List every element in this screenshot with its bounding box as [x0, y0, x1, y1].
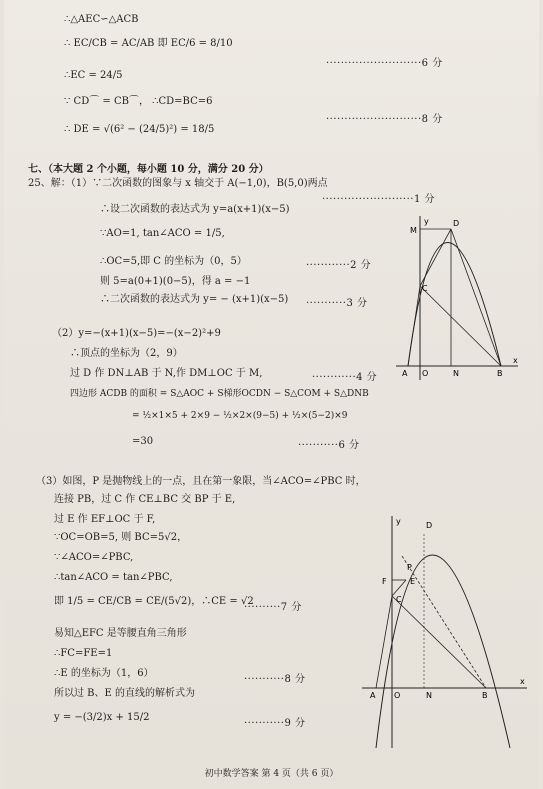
- axis-label: x: [520, 677, 525, 686]
- text-line: ∴ EC/CB = AC/AB 即 EC/6 = 8/10: [64, 38, 233, 49]
- text-line: 过 E 作 EF⊥OC 于 F,: [54, 514, 156, 525]
- point-label: M: [410, 226, 417, 235]
- score-mark: ··························8 分: [326, 114, 443, 125]
- score-mark: ··········7 分: [244, 602, 302, 613]
- section-heading: 七、（本大题 2 个小题，每小题 10 分，满分 20 分）: [28, 164, 269, 175]
- text-line: ∵AO=1, tan∠ACO = 1/5,: [100, 228, 225, 239]
- text-line: ∴ DE = √(6² − (24/5)²) = 18/5: [64, 124, 215, 135]
- text-line: ∵∠ACO=∠PBC,: [54, 552, 134, 563]
- score-mark: ·························1 分: [322, 194, 436, 205]
- text-line: ∴FC=FE=1: [54, 648, 113, 659]
- point-label: A: [402, 369, 408, 378]
- text-line: 连接 PB，过 C 作 CE⊥BC 交 BP 于 E,: [54, 494, 236, 505]
- page-footer: 初中数学答案 第 4 页（共 6 页）: [204, 769, 339, 779]
- text-line: 则 5=a(0+1)(0−5)，得 a = −1: [100, 276, 251, 287]
- text-line: ∴E 的坐标为（1，6）: [54, 668, 154, 679]
- text-line: 四边形 ACDB 的面积 = S△AOC + S梯形OCDN − S△COM + S△DNB: [70, 389, 369, 399]
- text-line: ∴设二次函数的表达式为 y=a(x+1)(x−5): [100, 204, 290, 215]
- text-line: ∴OC=5,即 C 的坐标为（0，5）: [100, 256, 247, 267]
- score-mark: ············4 分: [312, 372, 378, 383]
- text-line: ∴tan∠ACO = tan∠PBC,: [54, 572, 173, 583]
- score-mark: ··························6 分: [326, 58, 443, 69]
- score-mark: ············2 分: [306, 260, 372, 271]
- question-intro: 25、解：（1）∵二次函数的图象与 x 轴交于 A(−1,0)，B(5,0)两点: [28, 178, 328, 189]
- answer-sheet-page: [4, 0, 539, 789]
- text-line: =30: [132, 436, 154, 447]
- axis-label: x: [513, 356, 518, 365]
- text-line: （3）如图，P 是抛物线上的一点，且在第一象限，当∠ACO=∠PBC 时，: [36, 476, 366, 487]
- text-line: y = −(3/2)x + 15/2: [54, 712, 150, 723]
- point-label: B: [482, 691, 488, 700]
- text-line: 所以过 B、E 的直线的解析式为: [54, 688, 196, 699]
- text-line: ∴二次函数的表达式为 y= − (x+1)(x−5): [100, 294, 289, 305]
- score-mark: ···········9 分: [244, 718, 306, 729]
- text-line: （2）y=−(x+1)(x−5)=−(x−2)²+9: [52, 328, 221, 339]
- axis-label: y: [424, 217, 429, 226]
- point-label: O: [422, 369, 429, 378]
- parabola-figure-1: [396, 214, 520, 382]
- text-line: ∴顶点的坐标为（2，9）: [70, 348, 183, 359]
- text-line: = ½×1×5 + 2×9 − ½×2×(9−5) + ½×(5−2)×9: [132, 411, 348, 421]
- text-line: ∴EC = 24/5: [64, 70, 123, 81]
- point-label: C: [422, 284, 428, 293]
- text-line: ∵OC=OB=5, 则 BC=5√2，: [54, 532, 188, 543]
- point-label: P: [407, 563, 412, 572]
- point-label: E: [410, 577, 416, 586]
- point-label: D: [453, 219, 460, 228]
- point-label: N: [426, 691, 432, 700]
- point-label: O: [394, 691, 401, 700]
- text-line: 易知△EFC 是等腰直角三角形: [54, 628, 187, 639]
- text-line: 即 1/5 = CE/CB = CE/(5√2)，∴CE = √2: [54, 596, 254, 607]
- text-line: ∵ CD⌒ = CB⌒， ∴CD=BC=6: [64, 96, 213, 107]
- point-label: D: [426, 521, 433, 530]
- point-label: C: [396, 595, 402, 604]
- text-line: 过 D 作 DN⊥AB 于 N,作 DM⊥OC 于 M,: [70, 368, 263, 379]
- point-label: A: [370, 691, 376, 700]
- point-label: B: [497, 369, 503, 378]
- text-line: ∴△AEC∽△ACB: [64, 14, 139, 25]
- axis-label: y: [396, 517, 401, 526]
- score-mark: ···········3 分: [306, 298, 368, 309]
- parabola-figure-2: [362, 512, 532, 752]
- point-label: N: [453, 369, 459, 378]
- score-mark: ···········8 分: [244, 674, 306, 685]
- point-label: F: [382, 577, 387, 586]
- score-mark: ···········6 分: [298, 440, 360, 451]
